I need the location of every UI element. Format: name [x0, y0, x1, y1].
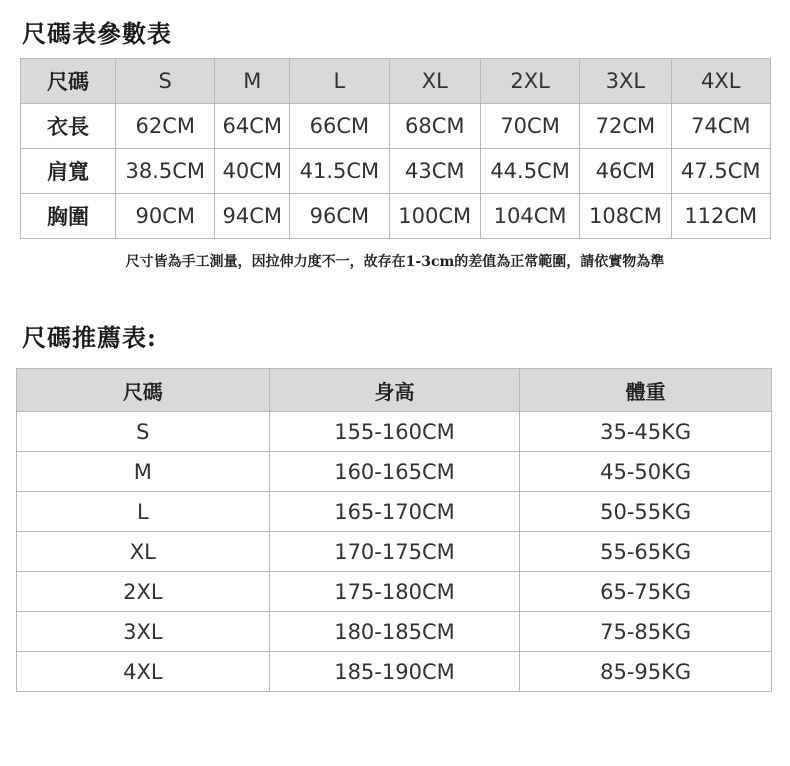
- table-row-length: [21, 104, 771, 149]
- size-header-cell: 2XL: [480, 59, 579, 104]
- table-cell: 68CM: [389, 104, 480, 149]
- size-cell: M: [17, 452, 270, 492]
- height-cell: 155-160CM: [269, 412, 520, 452]
- weight-cell: 55-65KG: [520, 532, 772, 572]
- header-height: 身高: [269, 369, 520, 412]
- table-cell: 46CM: [580, 149, 671, 194]
- size-header-label: 尺碼: [21, 59, 116, 104]
- weight-cell: 75-85KG: [520, 612, 772, 652]
- size-header-cell: M: [215, 59, 290, 104]
- row-label: 胸圍: [21, 194, 116, 239]
- table-cell: 44.5CM: [480, 149, 579, 194]
- table-cell: 64CM: [215, 104, 290, 149]
- table-row: [17, 492, 772, 532]
- table-cell: 72CM: [580, 104, 671, 149]
- height-cell: 175-180CM: [269, 572, 520, 612]
- size-recommendation-table: [16, 368, 772, 692]
- table-cell: 70CM: [480, 104, 579, 149]
- size-header-cell: S: [116, 59, 215, 104]
- table-cell: 62CM: [116, 104, 215, 149]
- table-cell: 74CM: [671, 104, 770, 149]
- table-cell: 90CM: [116, 194, 215, 239]
- table-row: [17, 572, 772, 612]
- header-weight: 體重: [520, 369, 772, 412]
- table-cell: 112CM: [671, 194, 770, 239]
- table-cell: 104CM: [480, 194, 579, 239]
- height-cell: 185-190CM: [269, 652, 520, 692]
- measurement-note: 尺寸皆為手工測量，因拉伸力度不一，故存在1-3cm的差值為正常範圍，請依實物為準: [125, 254, 665, 270]
- table-cell: 38.5CM: [116, 149, 215, 194]
- table-row: [17, 652, 772, 692]
- table-cell: 94CM: [215, 194, 290, 239]
- size-header-cell: 4XL: [671, 59, 770, 104]
- size-parameter-title: 尺碼表參數表: [22, 19, 172, 48]
- table-cell: 96CM: [290, 194, 389, 239]
- table-cell: 66CM: [290, 104, 389, 149]
- weight-cell: 85-95KG: [520, 652, 772, 692]
- table-row-chest: [21, 194, 771, 239]
- height-cell: 180-185CM: [269, 612, 520, 652]
- table-cell: 43CM: [389, 149, 480, 194]
- size-cell: 2XL: [17, 572, 270, 612]
- size-header-cell: L: [290, 59, 389, 104]
- table-row: [17, 412, 772, 452]
- height-cell: 170-175CM: [269, 532, 520, 572]
- table-row: [17, 532, 772, 572]
- table-cell: 41.5CM: [290, 149, 389, 194]
- weight-cell: 50-55KG: [520, 492, 772, 532]
- size-cell: 4XL: [17, 652, 270, 692]
- size-header-cell: XL: [389, 59, 480, 104]
- height-cell: 165-170CM: [269, 492, 520, 532]
- table-row: [17, 612, 772, 652]
- size-header-cell: 3XL: [580, 59, 671, 104]
- table-cell: 100CM: [389, 194, 480, 239]
- height-cell: 160-165CM: [269, 452, 520, 492]
- weight-cell: 65-75KG: [520, 572, 772, 612]
- table-row-shoulder: [21, 149, 771, 194]
- table-row: [17, 452, 772, 492]
- size-cell: S: [17, 412, 270, 452]
- table-header-row: [21, 59, 771, 104]
- size-recommendation-title: 尺碼推薦表:: [22, 323, 157, 352]
- table-header-row: [17, 369, 772, 412]
- size-cell: XL: [17, 532, 270, 572]
- row-label: 衣長: [21, 104, 116, 149]
- table-cell: 40CM: [215, 149, 290, 194]
- size-cell: 3XL: [17, 612, 270, 652]
- table-cell: 47.5CM: [671, 149, 770, 194]
- table-cell: 108CM: [580, 194, 671, 239]
- weight-cell: 45-50KG: [520, 452, 772, 492]
- header-size: 尺碼: [17, 369, 270, 412]
- size-cell: L: [17, 492, 270, 532]
- row-label: 肩寬: [21, 149, 116, 194]
- weight-cell: 35-45KG: [520, 412, 772, 452]
- size-parameter-table: [20, 58, 771, 239]
